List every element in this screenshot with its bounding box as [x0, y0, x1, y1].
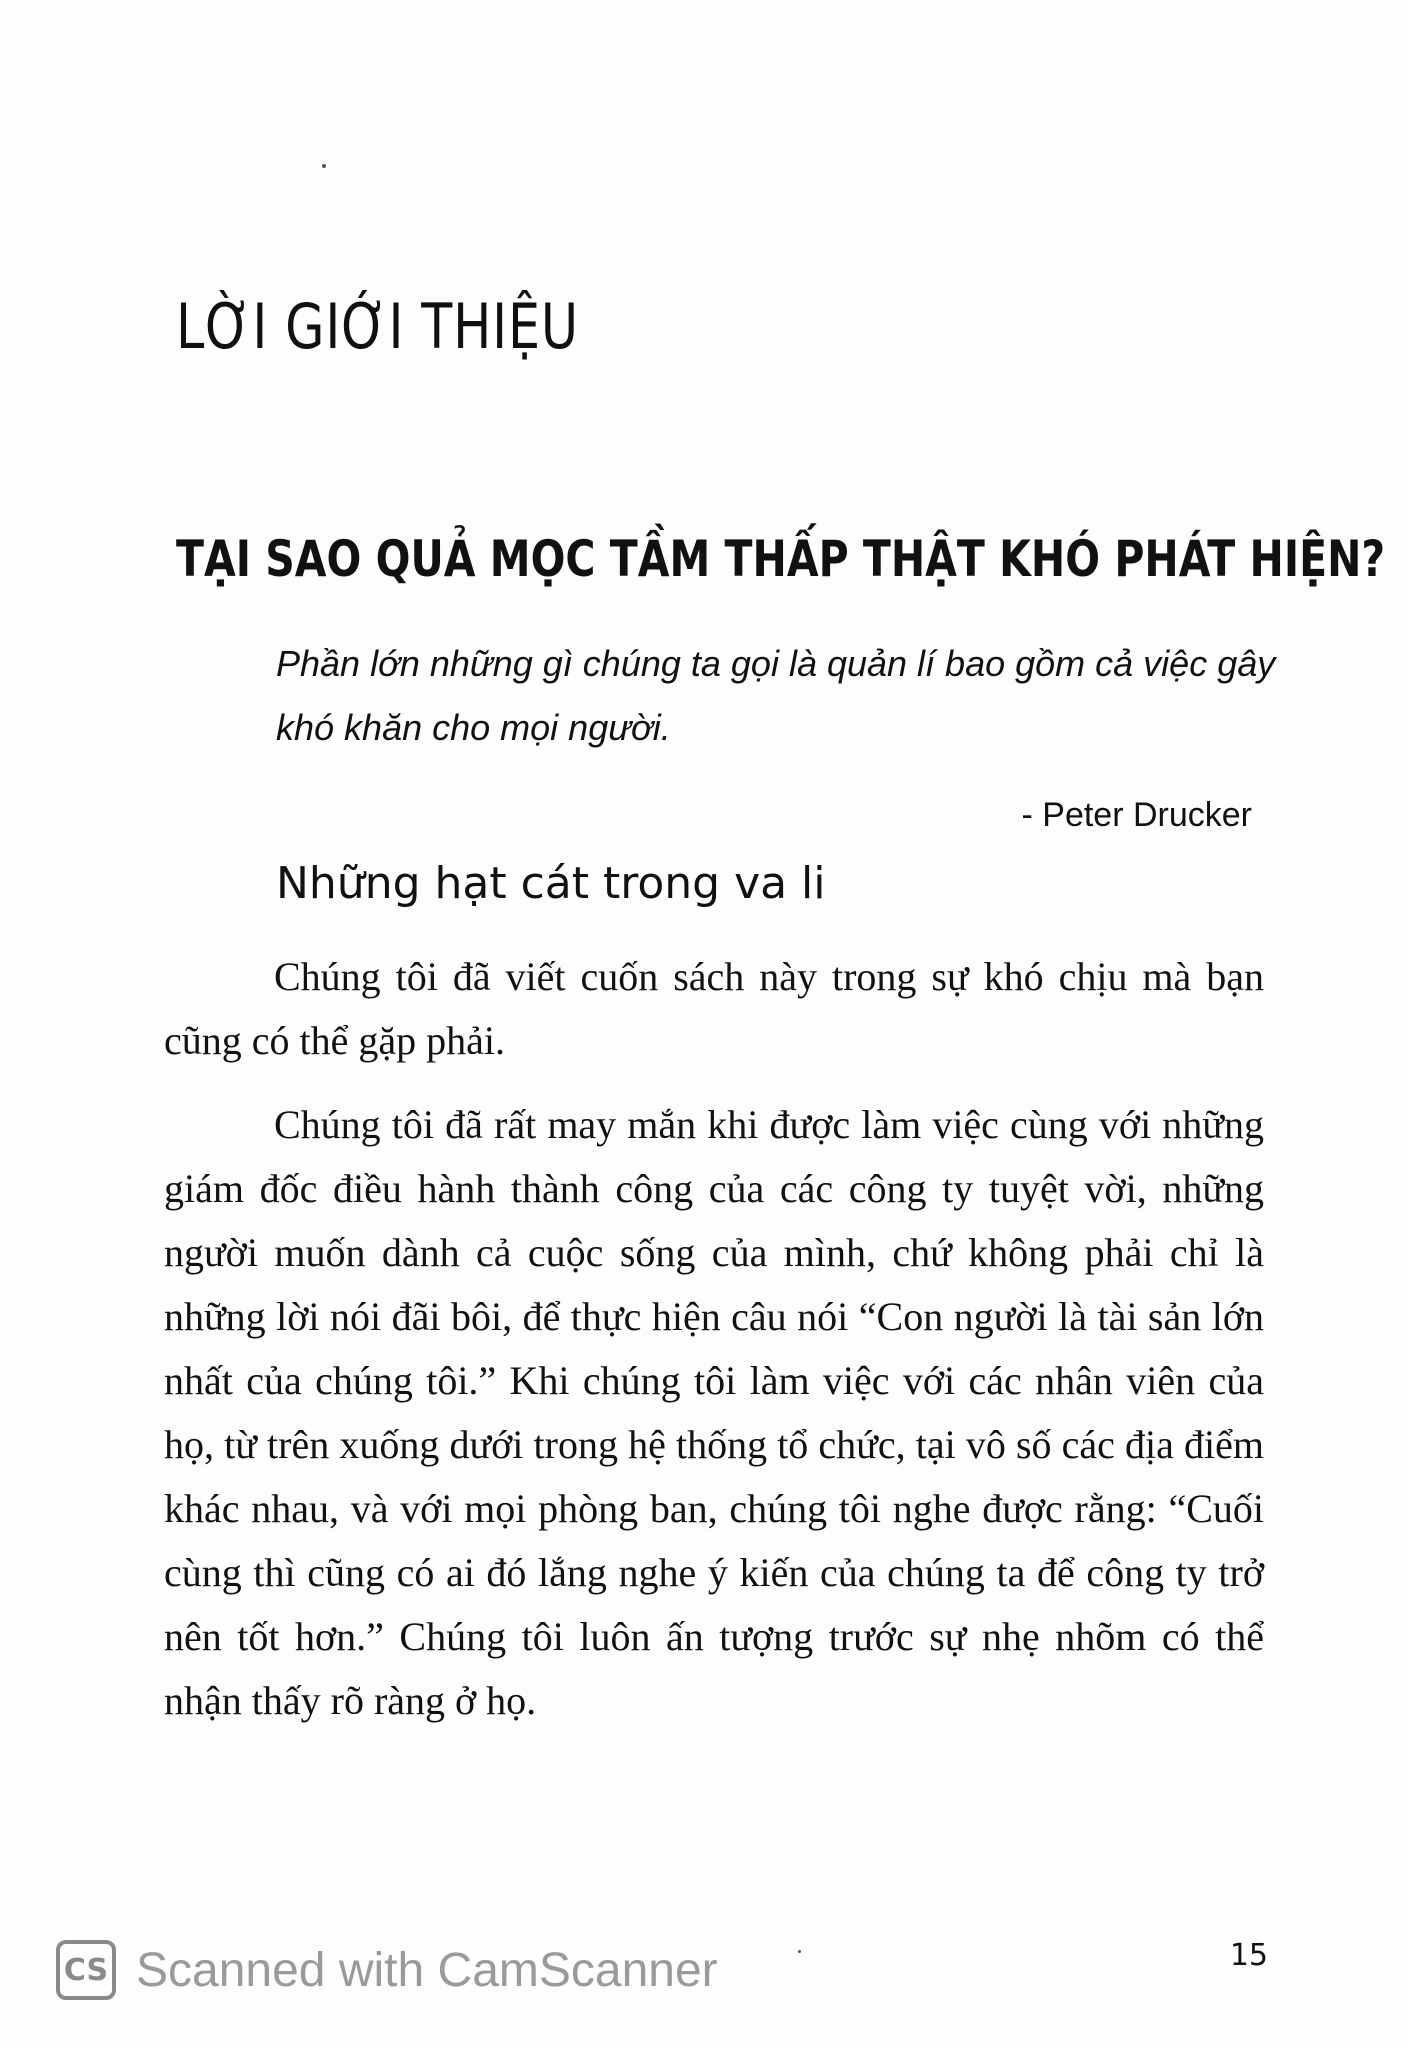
body-paragraph: Chúng tôi đã viết cuốn sách này trong sự khó chịu mà bạn cũng có thể gặp phải.	[164, 954, 1264, 1063]
epigraph-quote: Phần lớn những gì chúng ta gọi là quản lí bao gồm cả việc gây khó khăn cho mọi người.	[276, 643, 1276, 748]
section-heading: TẠI SAO QUẢ MỌC TẦM THẤP THẬT KHÓ PHÁT HIỆN?	[176, 530, 1386, 588]
body-text	[164, 945, 1264, 1753]
epigraph-attribution: - Peter Drucker	[1021, 796, 1252, 834]
body-paragraph: Chúng tôi đã rất may mắn khi được làm việc cùng với những giám đốc điều hành thành công của các công ty tuyệt vời, những người muốn dành cả cuộc sống của mình, chứ không phải chỉ là những lời nói đãi bôi, để thực hiện câu nói “Con người là tài sản lớn nhất của chúng tôi.” Khi chúng tôi làm việc với các nhân viên của họ, từ trên xuống dưới trong hệ thống tổ chức, tại vô số các địa điểm khác nhau, và với mọi phòng ban, chúng tôi nghe được rằng: “Cuối cùng thì cũng có ai đó lắng nghe ý kiến của chúng ta để công ty trở nên tốt hơn.” Chúng tôi luôn ấn tượng trước sự nhẹ nhõm có thể nhận thấy rõ ràng ở họ.	[164, 1102, 1264, 1723]
page-number: 15	[1229, 1938, 1268, 1973]
chapter-title: LỜI GIỚI THIỆU	[176, 290, 579, 363]
camscanner-logo-icon: CS	[56, 1940, 116, 2000]
scan-speck	[322, 164, 326, 168]
camscanner-watermark	[56, 1940, 718, 2000]
camscanner-watermark-text: Scanned with CamScanner	[136, 1943, 718, 1997]
scan-speck	[798, 1950, 801, 1953]
subsection-heading: Những hạt cát trong va li	[276, 858, 826, 909]
